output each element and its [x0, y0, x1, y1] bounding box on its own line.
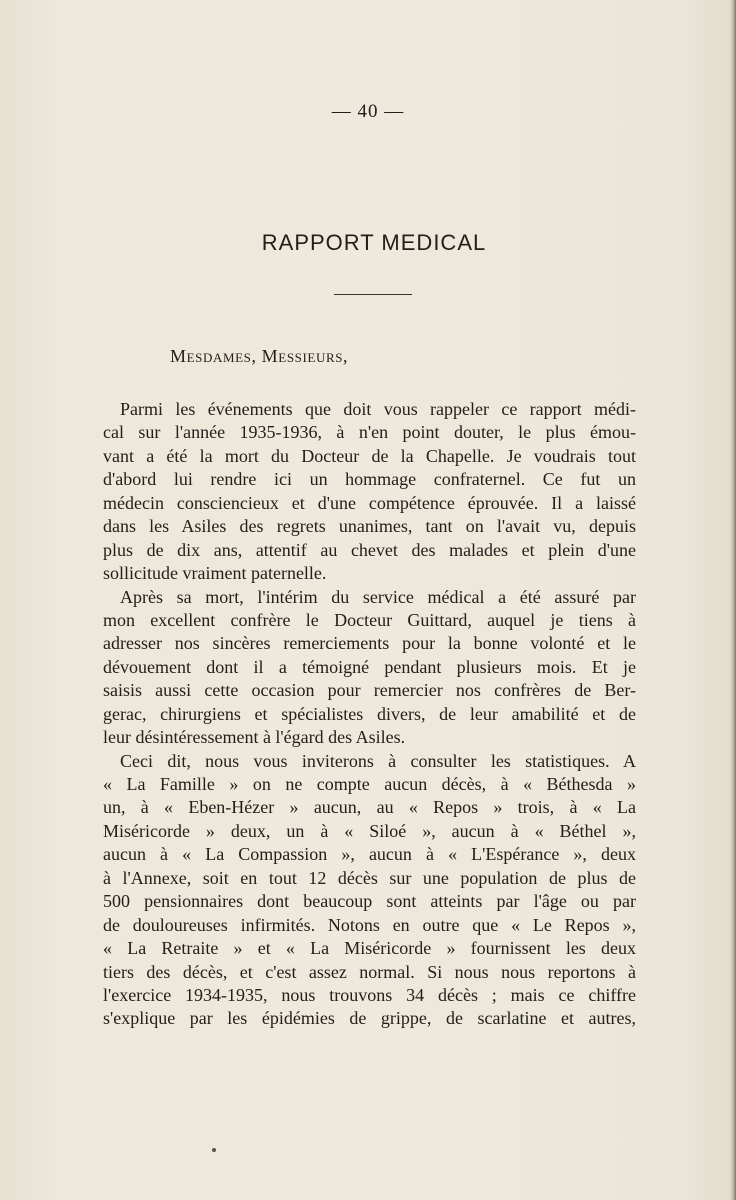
page-edge-shadow [730, 0, 736, 1200]
page-number: — 40 — [331, 101, 405, 122]
text-line: médecin consciencieux et d'une compétence éprouvée. Il a laissé [103, 492, 636, 513]
text-line: d'abord lui rendre ici un hommage confraternel. Ce fut un [103, 469, 636, 490]
text-line: à l'Annexe, soit en tout 12 décès sur une population de plus de [103, 867, 636, 888]
text-line: mon excellent confrère le Docteur Guittard, auquel je tiens à [103, 609, 636, 630]
text-line: Ceci dit, nous vous inviterons à consulter les statistiques. A [120, 750, 636, 771]
ink-speck [212, 1148, 216, 1152]
text-line: un, à « Eben-Hézer » aucun, au « Repos » trois, à « La [103, 797, 636, 818]
text-line: Miséricorde » deux, un à « Siloé », aucun à « Béthel », [103, 820, 636, 841]
text-line: Après sa mort, l'intérim du service médical a été assuré par [120, 586, 636, 607]
text-line: leur désintéressement à l'égard des Asiles. [103, 727, 406, 748]
text-line: dans les Asiles des regrets unanimes, tant on l'avait vu, depuis [103, 516, 636, 537]
salutation: Mesdames, Messieurs, [170, 346, 349, 366]
text-line: s'explique par les épidémies de grippe, de scarlatine et autres, [103, 1008, 636, 1029]
text-line: « La Famille » on ne compte aucun décès, à « Béthesda » [103, 774, 636, 794]
title-divider [334, 294, 412, 295]
text-line: saisis aussi cette occasion pour remercier nos confrères de Ber- [103, 680, 636, 701]
text-line: cal sur l'année 1935-1936, à n'en point douter, le plus émou- [103, 422, 636, 443]
text-line: l'exercice 1934-1935, nous trouvons 34 décès ; mais ce chiffre [103, 984, 636, 1005]
text-line: dévouement dont il a témoigné pendant plusieurs mois. Et je [103, 656, 636, 677]
text-line: aucun à « La Compassion », aucun à « L'Espérance », deux [103, 844, 636, 865]
text-line: « La Retraite » et « La Miséricorde » fournissent les deux [103, 938, 636, 959]
text-line: sollicitude vraiment paternelle. [103, 563, 327, 584]
report-body [103, 398, 636, 1031]
text-line: adresser nos sincères remerciements pour la bonne volonté et le [103, 633, 636, 654]
text-line: vant a été la mort du Docteur de la Chapelle. Je voudrais tout [103, 445, 636, 466]
text-line: de douloureuses infirmités. Notons en outre que « Le Repos », [103, 914, 636, 935]
text-line: tiers des décès, et c'est assez normal. Si nous nous reportons à [103, 961, 636, 982]
text-line: 500 pensionnaires dont beaucoup sont atteints par l'âge ou par [103, 891, 636, 912]
text-line: gerac, chirurgiens et spécialistes divers, de leur amabilité et de [103, 703, 636, 724]
text-line: Parmi les événements que doit vous rappeler ce rapport médi- [120, 399, 636, 419]
text-line: plus de dix ans, attentif au chevet des malades et plein d'une [103, 539, 636, 560]
page-title: RAPPORT MEDICAL [261, 230, 487, 255]
